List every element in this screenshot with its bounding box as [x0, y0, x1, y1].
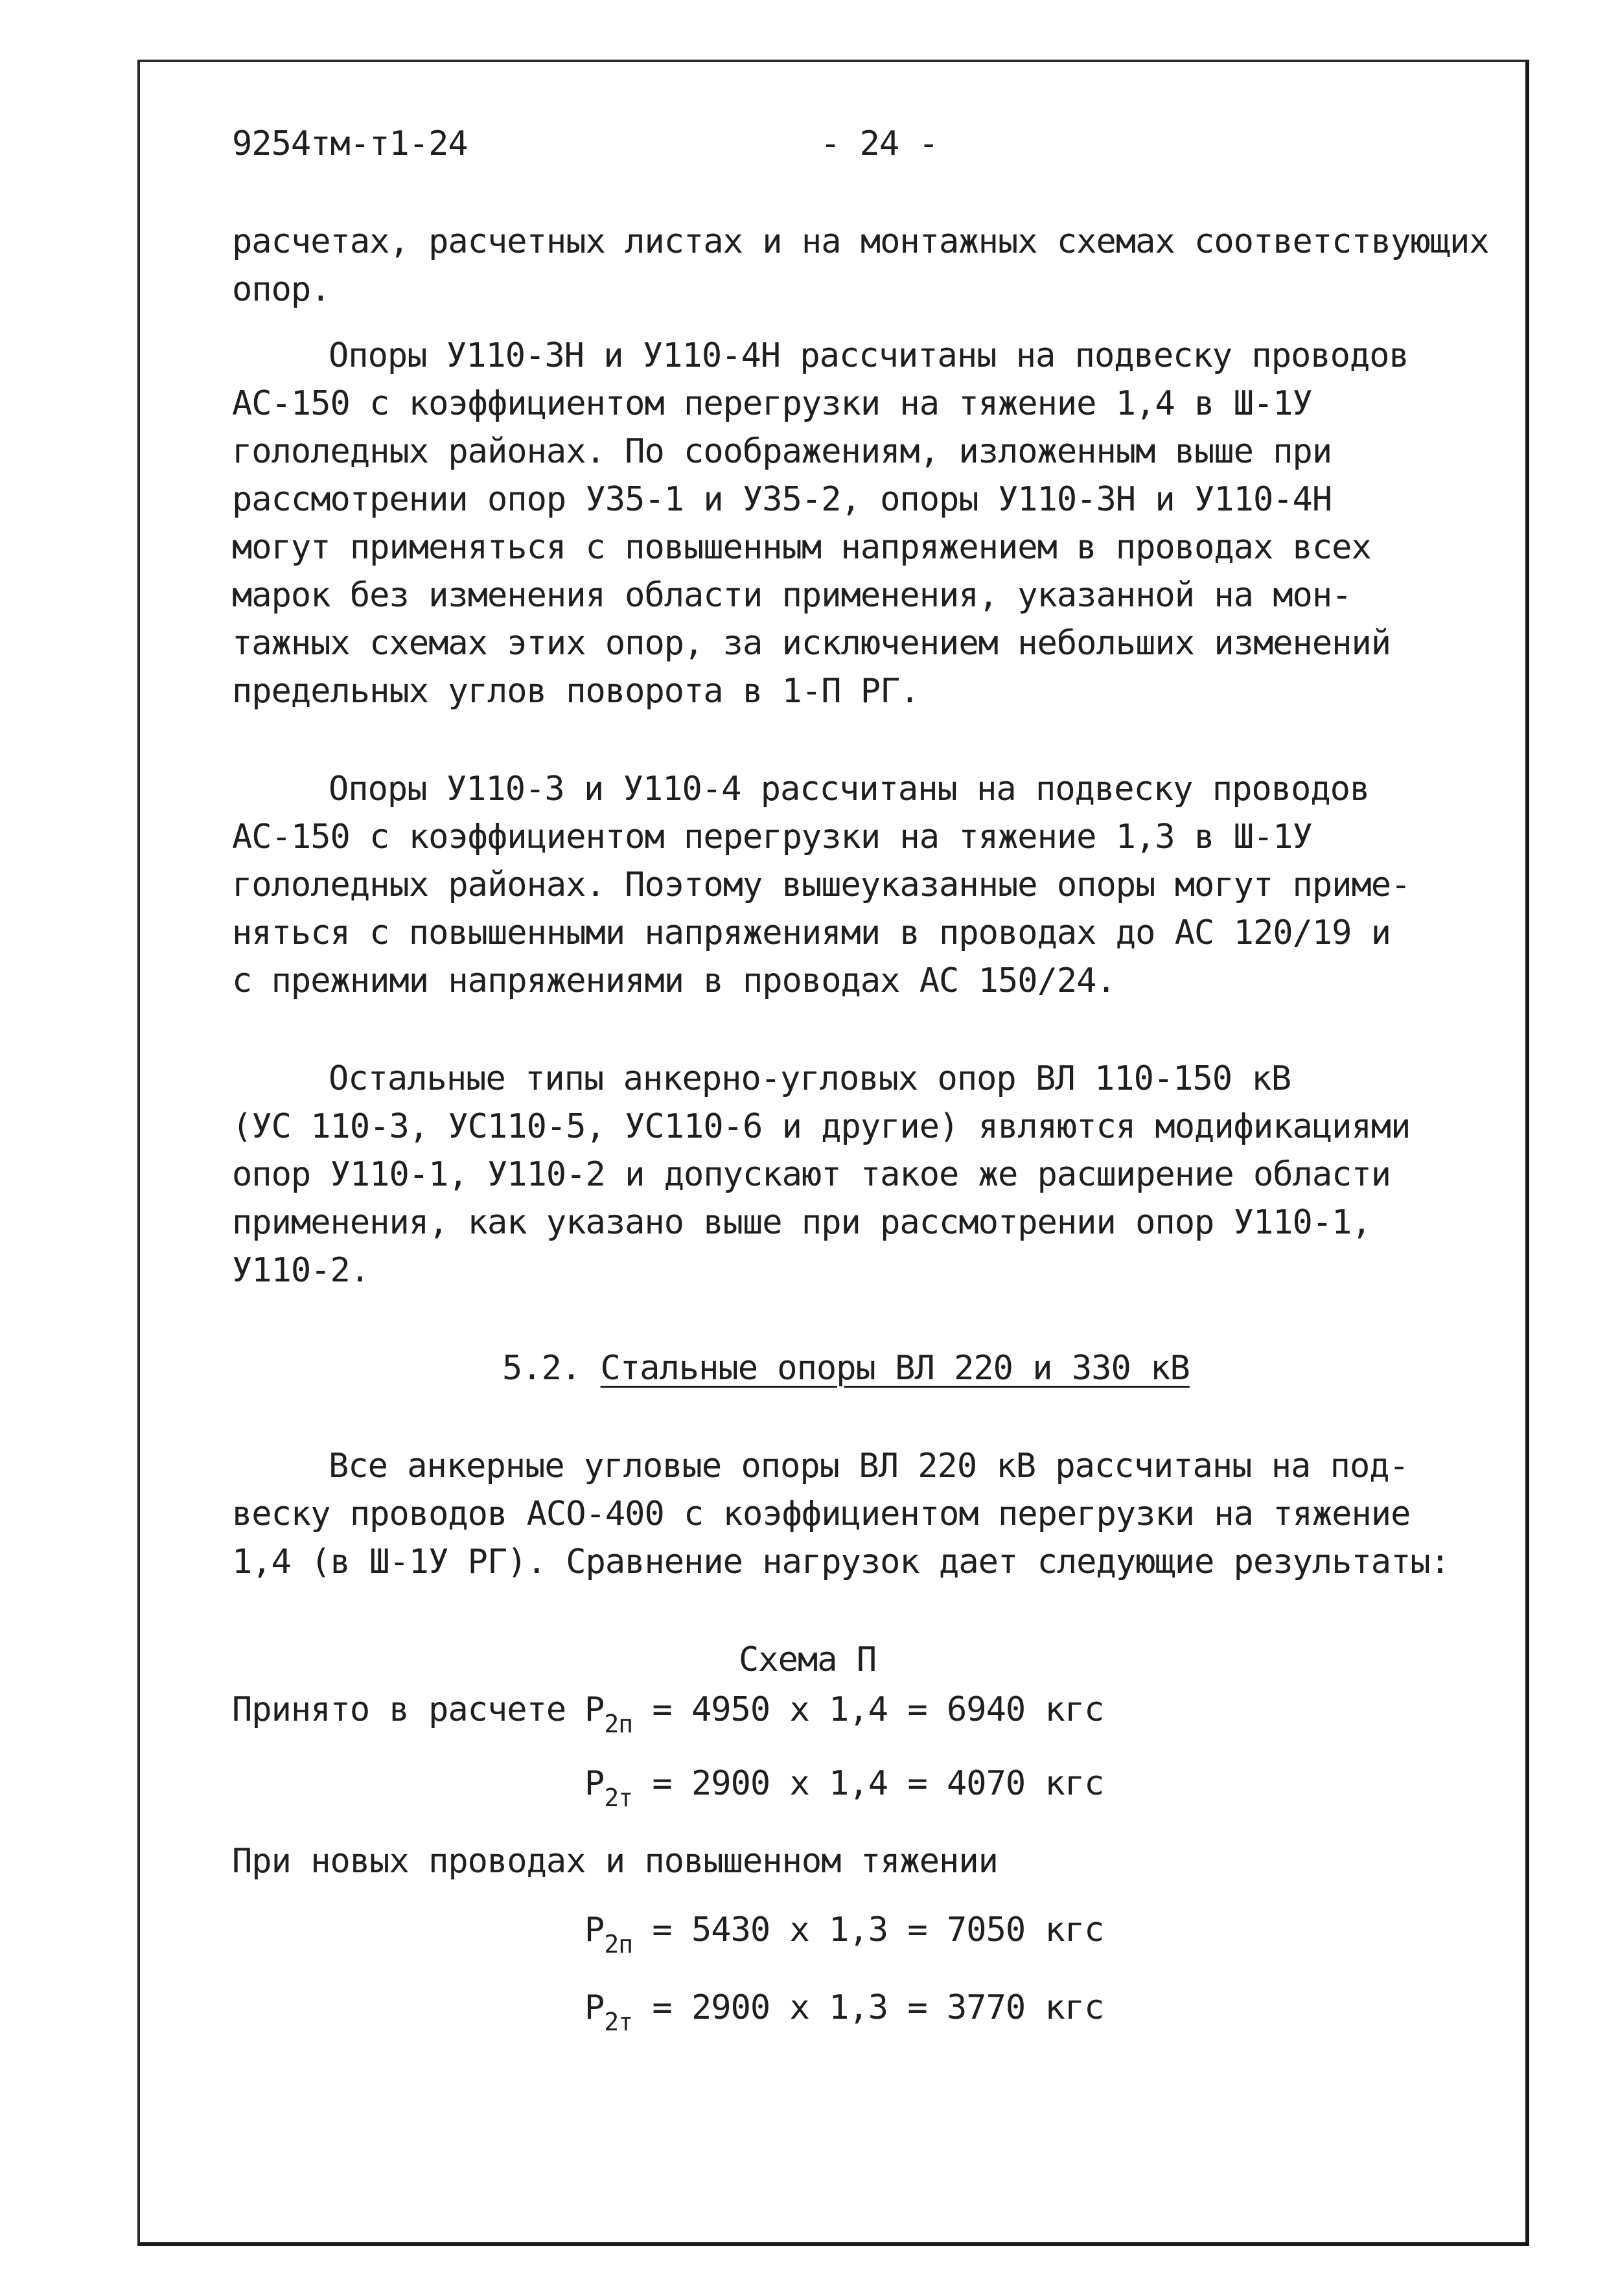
- new-wires-label: При новых проводах и повышенном тяжении: [232, 1842, 998, 1881]
- text-line: АС-150 с коэффициентом перегрузки на тяжение 1,3 в Ш-1У: [232, 818, 1312, 856]
- text-line: опор.: [232, 270, 330, 309]
- text-line: расчетах, расчетных листах и на монтажных схемах соответствующих: [232, 222, 1489, 261]
- text-line: веску проводов АСО-400 с коэффициентом перегрузки на тяжение: [232, 1495, 1411, 1533]
- document-code: 9254тм-т1-24: [232, 124, 468, 163]
- text-line: Опоры У110-3Н и У110-4Н рассчитаны на подвеску проводов: [329, 336, 1409, 375]
- text-line: гололедных районах. Поэтому вышеуказанные опоры могут приме-: [232, 866, 1411, 904]
- text-line: могут применяться с повышенным напряжением в проводах всех: [232, 528, 1371, 567]
- text-line: применения, как указано выше при рассмотрении опор У110-1,: [232, 1203, 1371, 1242]
- scheme-title: Схема П: [739, 1640, 877, 1679]
- section-title: Стальные опоры ВЛ 220 и 330 кВ: [600, 1349, 1190, 1388]
- section-heading: [502, 1344, 1190, 1392]
- text-line: 1,4 (в Ш-1У РГ). Сравнение нагрузок дает следующие результаты:: [232, 1543, 1450, 1581]
- text-line: няться с повышенными напряжениями в проводах до АС 120/19 и: [232, 913, 1391, 952]
- text-line: Остальные типы анкерно-угловых опор ВЛ 110-150 кВ: [329, 1059, 1291, 1098]
- text-line: тажных схемах этих опор, за исключением небольших изменений: [232, 624, 1391, 663]
- accepted-label: Принято в расчете: [232, 1690, 566, 1729]
- text-line: марок без изменения области применения, указанной на мон-: [232, 576, 1352, 615]
- section-number: 5.2.: [502, 1349, 581, 1388]
- formula-p2p-accepted: $P_{2п} = 4950$ x 1,4 = 6940 кгс: [584, 1690, 1104, 1738]
- text-line: (УС 110-3, УС110-5, УС110-6 и другие) являются модификациями: [232, 1107, 1411, 1146]
- text-line: опор У110-1, У110-2 и допускают такое же расширение области: [232, 1155, 1391, 1194]
- text-line: Опоры У110-3 и У110-4 рассчитаны на подвеску проводов: [329, 770, 1370, 809]
- text-line: У110-2.: [232, 1251, 370, 1290]
- text-line: АС-150 с коэффициентом перегрузки на тяжение 1,4 в Ш-1У: [232, 384, 1312, 423]
- formula-p2t-accepted: $P_{2т} = 2900$ x 1,4 = 4070 кгс: [584, 1764, 1104, 1812]
- text-line: Все анкерные угловые опоры ВЛ 220 кВ рассчитаны на под-: [329, 1447, 1409, 1486]
- formula-p2p-new: $P_{2п} = 5430$ x 1,3 = 7050 кгс: [584, 1911, 1104, 1958]
- text-line: гололедных районах. По соображениям, изложенным выше при: [232, 432, 1332, 471]
- formula-p2t-new: $P_{2т} = 2900$ x 1,3 = 3770 кгс: [584, 1988, 1104, 2036]
- text-line: с прежними напряжениями в проводах АС 150/24.: [232, 961, 1116, 1000]
- text-line: предельных углов поворота в 1-П РГ.: [232, 672, 919, 711]
- text-line: рассмотрении опор У35-1 и У35-2, опоры У110-3Н и У110-4Н: [232, 480, 1332, 519]
- page-number: - 24 -: [820, 124, 938, 163]
